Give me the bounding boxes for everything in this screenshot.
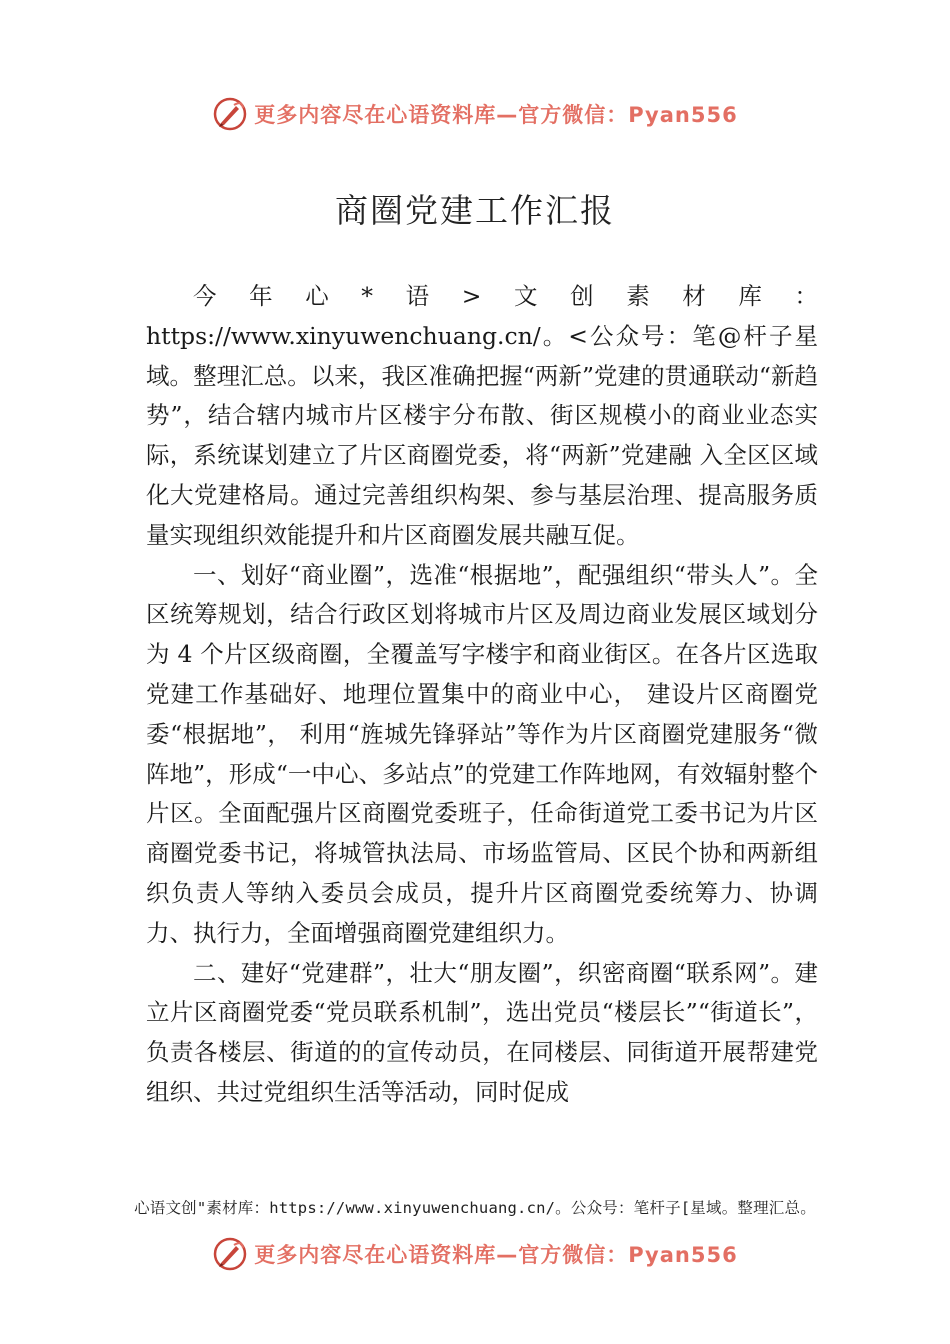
page-title: 商圈党建工作汇报 <box>335 191 615 230</box>
footer-banner <box>0 1234 950 1274</box>
paragraph-section-1: 一、划好“商业圈”，选准“根据地”，配强组织“带头人”。全区统筹规划，结合行政区划将城市片区及周边商业发展区域划分为 4 个片区级商圈，全覆盖写字楼宇和商业街区。在各片区选取党建工作基础好、地理位置集中的商业中心， 建设片区商圈党委“根据地”， 利用“旌城先锋驿站”等作为片区商圈党建服务“微阵地”，形成“一中心、多站点”的党建工作阵地网，有效辐射整个片区。全面配强片区商圈党委班子，任命街道党工委书记为片区商圈党委书记，将城管执法局、市场监管局、区民个协和两新组织负责人等纳入委员会成员，提升片区商圈党委统筹力、协调力、执行力，全面增强商圈党建组织力。 <box>146 560 818 947</box>
header-banner <box>0 94 950 134</box>
pen-logo-icon <box>212 1236 248 1272</box>
paragraph-section-2: 二、建好“党建群”，壮大“朋友圈”，织密商圈“联系网”。建立片区商圈党委“党员联系机制”，选出党员“楼层长”“街道长”，负责各楼层、街道的的宣传动员，在同楼层、同街道开展帮建党组织、共过党组织生活等活动，同时促成 <box>146 958 818 1106</box>
footer-note: 心语文创"素材库：https://www.xinyuwenchuang.cn/。公众号：笔杆子[星域。整理汇总。 <box>134 1199 816 1217</box>
document-body <box>146 277 818 1113</box>
header-banner-text: 更多内容尽在心语资料库—官方微信：Pyan556 <box>254 103 738 127</box>
pen-logo-icon <box>212 96 248 132</box>
footer-banner-text: 更多内容尽在心语资料库—官方微信：Pyan556 <box>254 1243 738 1267</box>
paragraph-intro: 今年心*语>文创素材库：https://www.xinyuwenchuang.cn/。<公众号：笔@杆子星域。整理汇总。以来，我区准确把握“两新”党建的贯通联动“新趋势”，结合辖内城市片区楼宇分布散、街区规模小的商业业态实际，系统谋划建立了片区商圈党委，将“两新”党建融 入全区区域化大党建格局。通过完善组织构架、参与基层治理、提高服务质量实现组织效能提升和片区商圈发展共融互促。 <box>146 282 818 549</box>
